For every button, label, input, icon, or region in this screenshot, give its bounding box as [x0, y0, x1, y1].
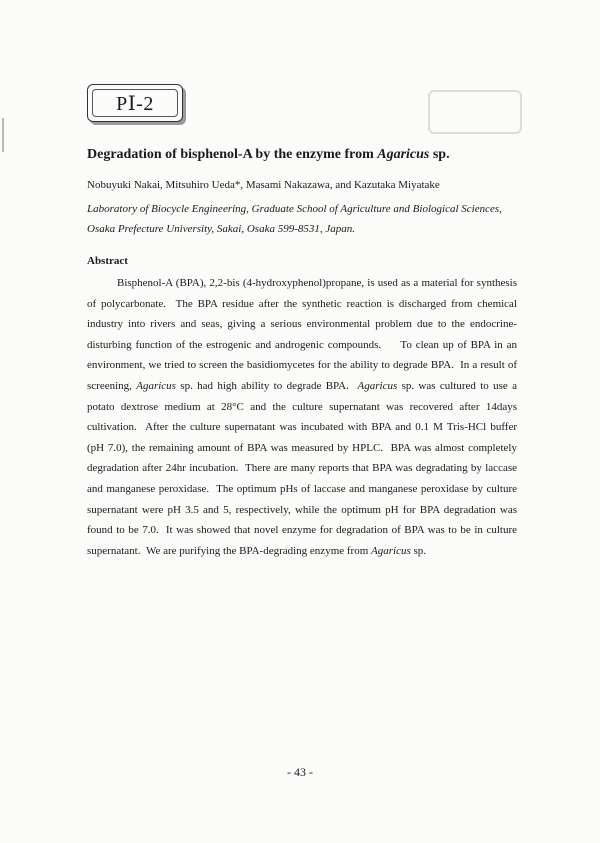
author-list: Nobuyuki Nakai, Mitsuhiro Ueda*, Masami Nakazawa, and Kazutaka Miyatake [87, 179, 440, 191]
poster-label: PⅠ-2 [92, 89, 178, 117]
abstract-text-3: sp. was cultured to use a potato dextrose medium at 28°C and the culture supernatant was recovered after 14days cultivation. After the culture supernatant was incubated with BPA and 0.1 M Tris-HCl buffer (pH 7.0), the remaining amount of BPA was measured by HPLC. BPA was almost completely degradation after 24hr incubation. There are many reports that BPA was degradating by laccase and manganese peroxidase. The optimum pHs of laccase and manganese peroxidase by culture supernatant were pH 3.5 and 5, respectively, while the optimum pH for BPA degradation was found to be 7.0. It was showed that novel enzyme for degradation of BPA was to be in culture supernatant. We are purifying the BPA-degrading enzyme from [87, 379, 517, 557]
abstract-text-4: sp. [410, 544, 427, 557]
abstract-text-2: sp. had high ability to degrade BPA. [175, 379, 358, 392]
bleed-through-box [428, 90, 522, 134]
genus-name: Agaricus [371, 544, 411, 557]
binding-edge-mark [2, 118, 4, 152]
genus-name: Agaricus [136, 379, 176, 392]
genus-name: Agaricus [357, 379, 398, 392]
title-text: Degradation of bisphenol-A by the enzyme from [87, 147, 378, 162]
poster-label-box [87, 84, 183, 122]
page-number: - 43 - [287, 765, 313, 779]
affiliation: Laboratory of Biocycle Engineering, Graduate School of Agriculture and Biological Sciences, Osaka Prefecture University, Sakai, Osaka 599-8531, Japan. [87, 203, 502, 235]
abstract-text-1: Bisphenol-A (BPA), 2,2-bis (4-hydroxyphenol)propane, is used as a material for synthesis of polycarbonate. The BPA residue after the synthetic reaction is discharged from chemical industry into rivers and seas, giving a serious environmental problem due to the endocrine-disturbing function of the estrogenic and androgenic compounds. To clean up of BPA in an environment, we tried to screen the basidiomycetes for the ability to degrade BPA. In a result of screening, [87, 277, 517, 392]
title-genus: Agaricus [377, 147, 430, 162]
paper-title [87, 147, 450, 163]
title-suffix: sp. [429, 147, 450, 162]
abstract-body [87, 273, 517, 561]
abstract-heading: Abstract [87, 255, 128, 267]
